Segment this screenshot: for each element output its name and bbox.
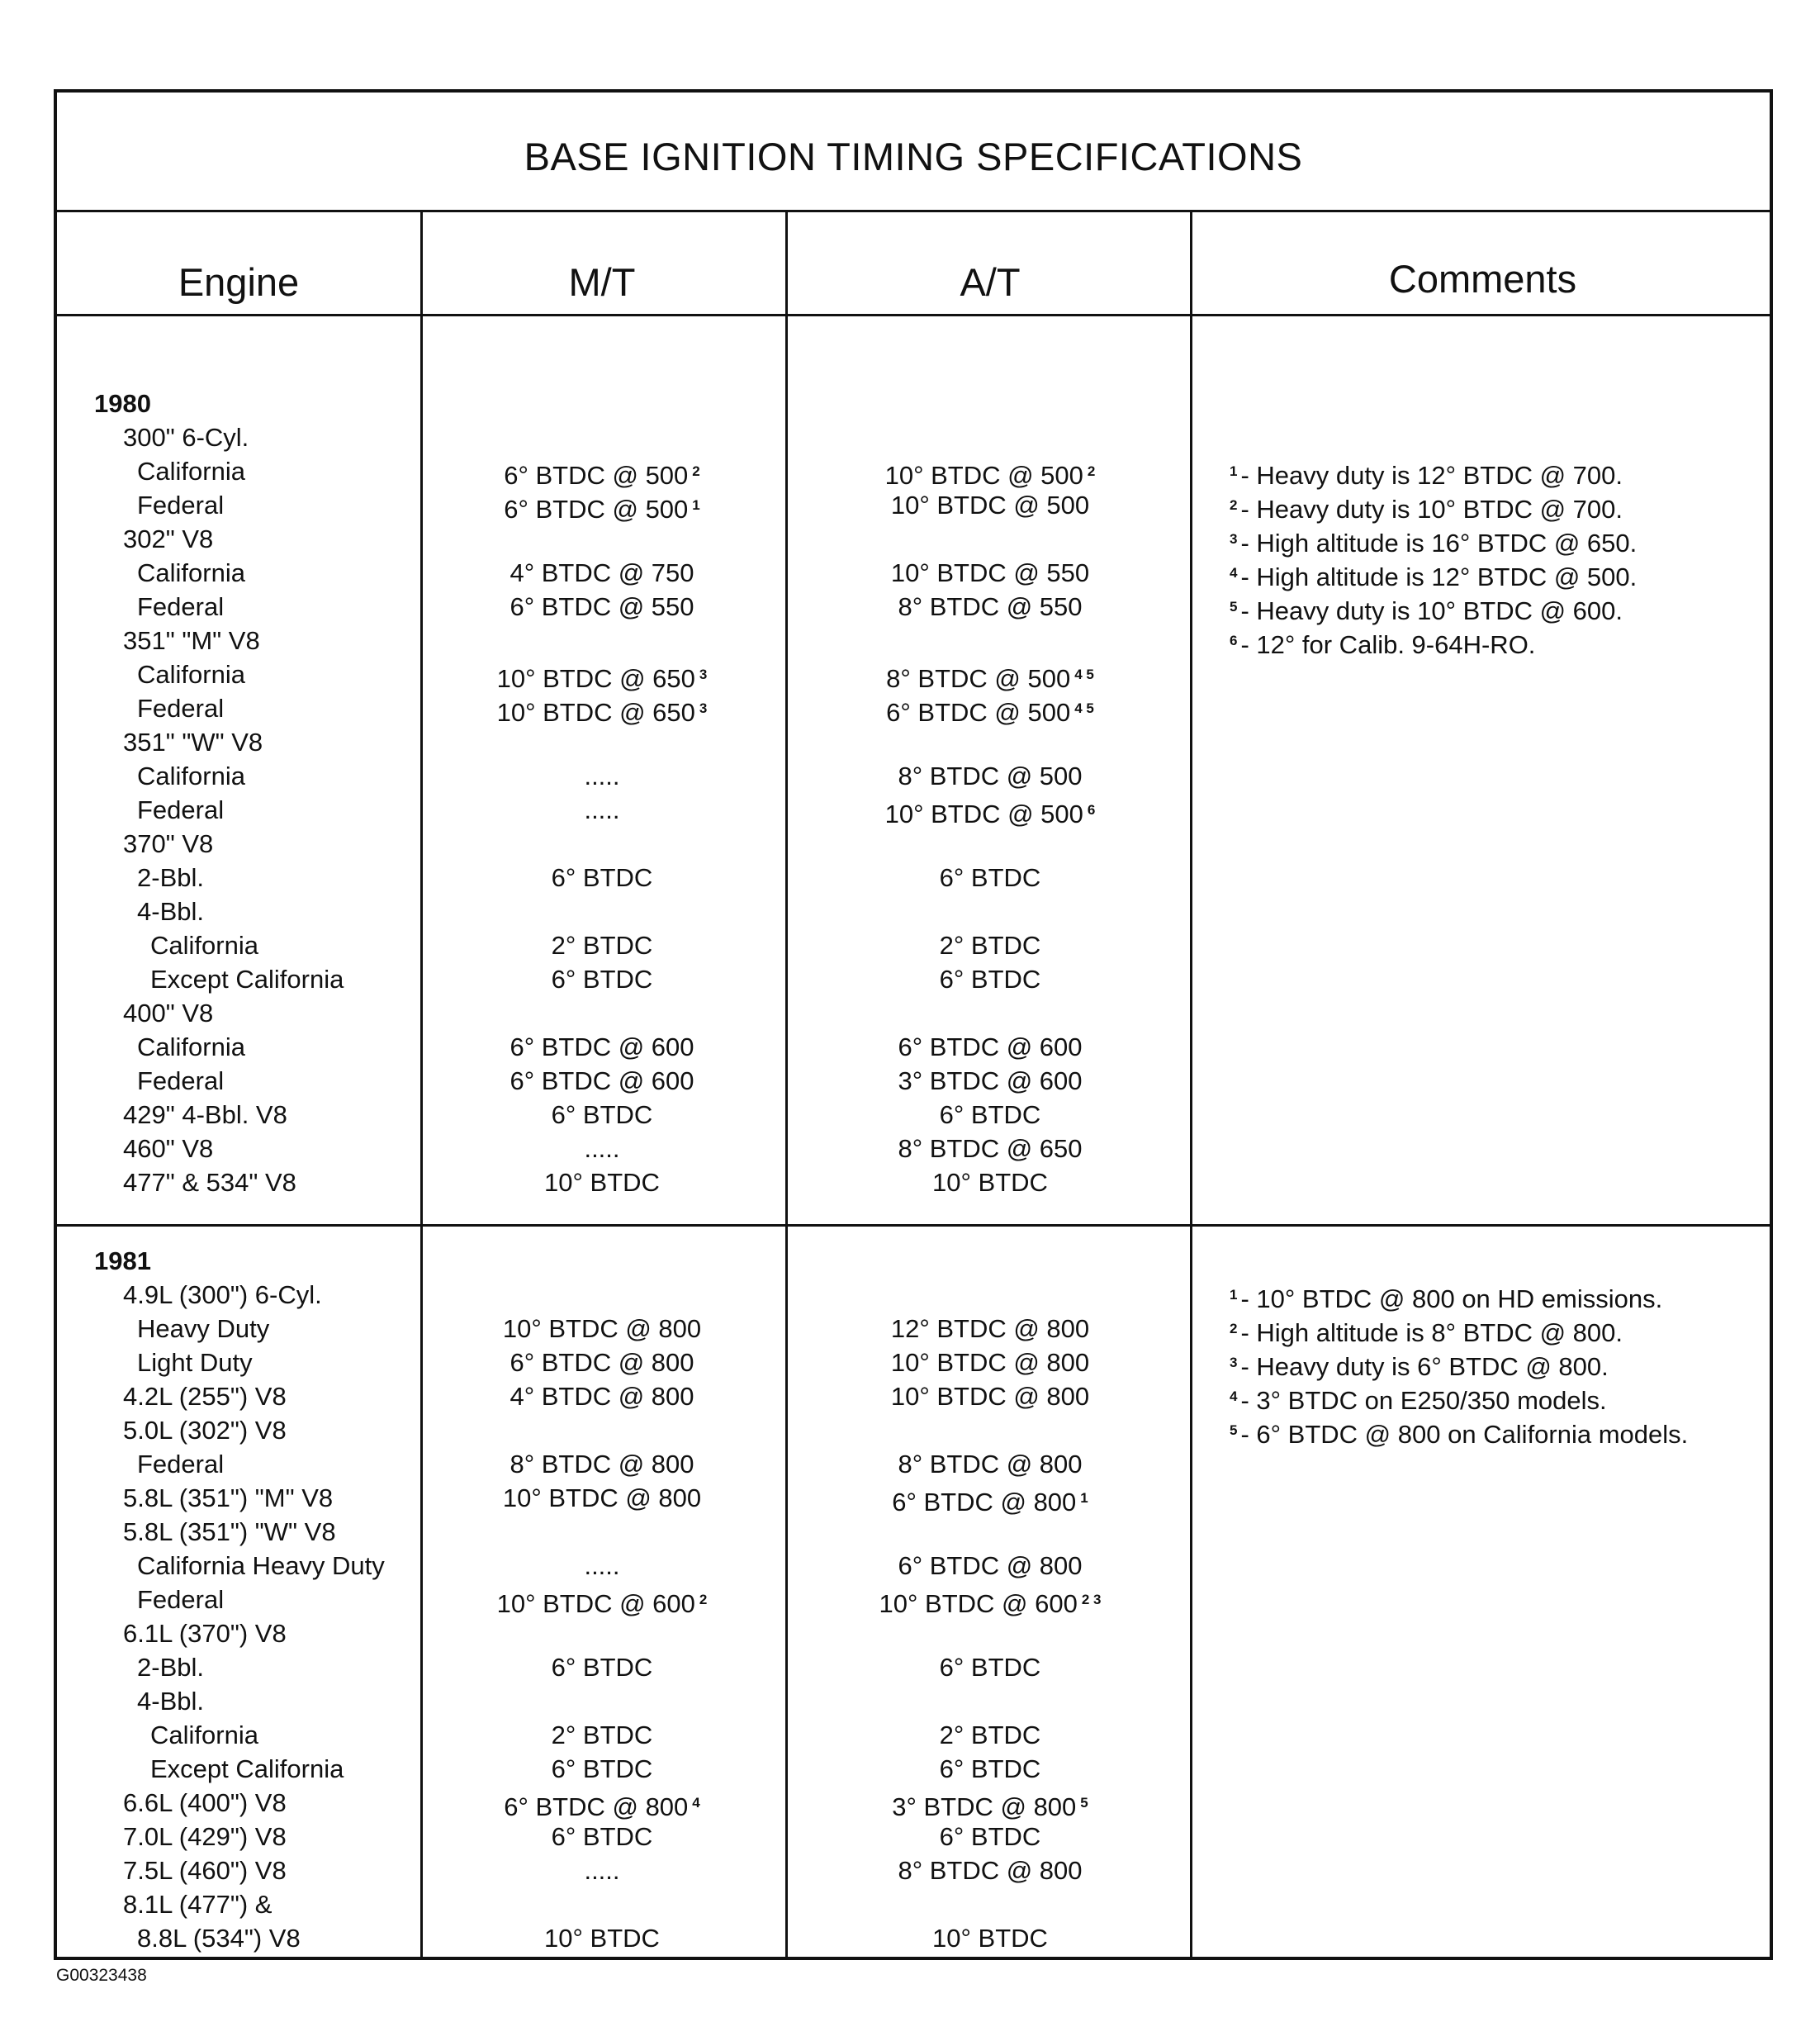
comment-note xyxy=(1230,488,1623,522)
engine-cell: Federal xyxy=(137,491,225,520)
mt-cell xyxy=(420,759,784,793)
mt-cell xyxy=(420,1481,784,1515)
engine-cell: California xyxy=(150,931,258,960)
at-cell-value: 10° BTDC @ 800 xyxy=(890,1382,1090,1411)
at-cell-value: 6° BTDC @ 800 xyxy=(892,1488,1077,1517)
at-cell-value: 8° BTDC @ 500 xyxy=(886,664,1071,693)
engine-cell: 6.6L (400") V8 xyxy=(123,1788,287,1817)
mt-cell xyxy=(420,1098,784,1132)
engine-cell: 8.8L (534") V8 xyxy=(137,1924,301,1953)
mt-cell xyxy=(420,488,784,522)
engine-cell: 429" 4-Bbl. V8 xyxy=(123,1100,287,1129)
at-cell xyxy=(788,861,1192,895)
at-cell xyxy=(788,928,1192,962)
footnote-ref: 2 3 xyxy=(1081,1592,1102,1607)
engine-cell: California Heavy Duty xyxy=(137,1551,385,1580)
footnote-ref: 3 xyxy=(699,667,708,682)
mt-cell xyxy=(420,1650,784,1684)
mt-cell-value: ..... xyxy=(584,1551,620,1580)
mt-cell-value: 6° BTDC xyxy=(551,863,653,892)
comment-note xyxy=(1230,1312,1623,1346)
footnote-ref: 4 5 xyxy=(1074,667,1094,682)
mt-cell-value: 6° BTDC xyxy=(551,1653,653,1682)
mt-cell-value: 6° BTDC xyxy=(551,1754,653,1783)
column-header-engine: Engine xyxy=(178,260,300,304)
at-cell-value: 6° BTDC @ 600 xyxy=(898,1032,1083,1061)
engine-cell: Federal xyxy=(137,1585,225,1614)
at-cell-value: 8° BTDC @ 800 xyxy=(898,1856,1083,1885)
mt-cell xyxy=(420,1583,784,1616)
footnote-number: 2 xyxy=(1230,1321,1238,1336)
at-cell-value: 3° BTDC @ 800 xyxy=(892,1792,1077,1821)
at-cell-value: 10° BTDC @ 500 xyxy=(884,800,1083,828)
footnote-ref: 4 5 xyxy=(1074,700,1094,716)
footnote-ref: 1 xyxy=(692,497,700,513)
mt-cell-value: 6° BTDC xyxy=(551,1100,653,1129)
mt-cell-value: 10° BTDC xyxy=(544,1924,660,1953)
footnote-ref: 2 xyxy=(699,1592,708,1607)
mt-cell-value: 6° BTDC xyxy=(551,1822,653,1851)
mt-cell-value: ..... xyxy=(584,1856,620,1885)
comment-note xyxy=(1230,1379,1607,1413)
mt-cell xyxy=(420,1030,784,1064)
engine-cell: California xyxy=(137,457,245,486)
engine-cell: Federal xyxy=(137,592,225,621)
engine-cell: Federal xyxy=(137,1450,225,1479)
at-cell xyxy=(788,1549,1192,1583)
engine-cell: Federal xyxy=(137,694,225,723)
at-cell xyxy=(788,793,1192,827)
comment-text: - 12° for Calib. 9-64H-RO. xyxy=(1240,630,1536,659)
comment-text: - 3° BTDC on E250/350 models. xyxy=(1240,1386,1607,1415)
at-cell-value: 3° BTDC @ 600 xyxy=(898,1066,1083,1095)
engine-cell: 2-Bbl. xyxy=(137,863,204,892)
footnote-number: 4 xyxy=(1230,1388,1238,1404)
footnote-number: 3 xyxy=(1230,531,1238,547)
engine-cell: Except California xyxy=(150,1754,344,1783)
at-cell-value: 6° BTDC @ 500 xyxy=(886,698,1071,727)
comment-text: - High altitude is 16° BTDC @ 650. xyxy=(1240,529,1638,558)
comment-note xyxy=(1230,1346,1609,1379)
mt-cell-value: 6° BTDC @ 800 xyxy=(510,1348,694,1377)
at-cell-value: 6° BTDC @ 800 xyxy=(898,1551,1083,1580)
at-cell xyxy=(788,1718,1192,1752)
mt-cell xyxy=(420,962,784,996)
at-cell xyxy=(788,1786,1192,1820)
at-cell-value: 6° BTDC xyxy=(939,1822,1041,1851)
at-cell-value: 8° BTDC @ 650 xyxy=(898,1134,1083,1163)
engine-cell: 2-Bbl. xyxy=(137,1653,204,1682)
comment-text: - Heavy duty is 10° BTDC @ 600. xyxy=(1240,596,1623,625)
mt-cell-value: 10° BTDC xyxy=(544,1168,660,1197)
footnote-ref: 2 xyxy=(692,463,700,479)
engine-cell: 400" V8 xyxy=(123,999,214,1028)
engine-cell: Heavy Duty xyxy=(137,1314,270,1343)
mt-cell xyxy=(420,1165,784,1199)
at-cell-value: 2° BTDC xyxy=(939,931,1041,960)
engine-cell: 4.9L (300") 6-Cyl. xyxy=(123,1280,322,1309)
engine-cell: California xyxy=(137,558,245,587)
footnote-number: 1 xyxy=(1230,1287,1238,1303)
mt-cell-value: 6° BTDC xyxy=(551,965,653,994)
mt-cell xyxy=(420,928,784,962)
mt-cell xyxy=(420,1132,784,1165)
engine-cell: 302" V8 xyxy=(123,524,214,553)
comment-text: - High altitude is 12° BTDC @ 500. xyxy=(1240,562,1638,591)
engine-cell: California xyxy=(137,1032,245,1061)
footnote-ref: 4 xyxy=(692,1795,700,1811)
column-header-mt: M/T xyxy=(568,260,636,304)
mt-cell-value: 6° BTDC @ 800 xyxy=(504,1792,689,1821)
comment-note xyxy=(1230,556,1637,590)
engine-cell: 4.2L (255") V8 xyxy=(123,1382,287,1411)
at-cell xyxy=(788,1165,1192,1199)
mt-cell xyxy=(420,1786,784,1820)
at-cell-value: 10° BTDC @ 600 xyxy=(879,1589,1078,1618)
engine-cell: Federal xyxy=(137,1066,225,1095)
mt-cell-value: 10° BTDC @ 650 xyxy=(496,698,695,727)
at-cell-value: 10° BTDC @ 550 xyxy=(890,558,1090,587)
at-cell-value: 10° BTDC @ 500 xyxy=(890,491,1090,520)
mt-cell xyxy=(420,1549,784,1583)
at-cell-value: 12° BTDC @ 800 xyxy=(890,1314,1090,1343)
footnote-ref: 6 xyxy=(1087,802,1096,818)
mt-cell xyxy=(420,1346,784,1379)
at-cell xyxy=(788,1481,1192,1515)
at-cell xyxy=(788,1064,1192,1098)
at-cell-value: 6° BTDC xyxy=(939,1100,1041,1129)
at-cell xyxy=(788,590,1192,624)
comment-text: - 10° BTDC @ 800 on HD emissions. xyxy=(1240,1284,1663,1313)
engine-cell: 7.5L (460") V8 xyxy=(123,1856,287,1885)
at-cell xyxy=(788,1312,1192,1346)
mt-cell xyxy=(420,1312,784,1346)
section-divider xyxy=(57,1224,1770,1227)
footnote-ref: 5 xyxy=(1080,1795,1088,1811)
comment-text: - Heavy duty is 12° BTDC @ 700. xyxy=(1240,461,1623,490)
at-cell xyxy=(788,759,1192,793)
engine-cell: California xyxy=(137,762,245,790)
mt-cell-value: 10° BTDC @ 600 xyxy=(496,1589,695,1618)
mt-cell-value: 6° BTDC @ 600 xyxy=(510,1032,694,1061)
mt-cell xyxy=(420,1820,784,1854)
column-header-comments: Comments xyxy=(1388,257,1577,301)
at-cell-value: 8° BTDC @ 550 xyxy=(898,592,1083,621)
mt-cell xyxy=(420,590,784,624)
engine-cell: 351" "W" V8 xyxy=(123,728,263,757)
mt-cell-value: 4° BTDC @ 800 xyxy=(510,1382,694,1411)
year-label: 1981 xyxy=(94,1246,151,1275)
footnote-number: 6 xyxy=(1230,633,1238,648)
at-cell xyxy=(788,657,1192,691)
engine-cell: 370" V8 xyxy=(123,829,214,858)
mt-cell-value: 8° BTDC @ 800 xyxy=(510,1450,694,1479)
footnote-ref: 1 xyxy=(1080,1490,1088,1506)
mt-cell xyxy=(420,1718,784,1752)
footnote-number: 1 xyxy=(1230,463,1238,479)
engine-cell: 4-Bbl. xyxy=(137,897,204,926)
footnote-number: 3 xyxy=(1230,1355,1238,1370)
mt-cell xyxy=(420,861,784,895)
at-cell xyxy=(788,1030,1192,1064)
footnote-number: 5 xyxy=(1230,1422,1238,1438)
mt-cell-value: 6° BTDC @ 500 xyxy=(504,461,689,490)
mt-cell-value: 10° BTDC @ 800 xyxy=(502,1314,702,1343)
engine-cell: 477" & 534" V8 xyxy=(123,1168,296,1197)
at-cell-value: 6° BTDC xyxy=(939,1653,1041,1682)
at-cell-value: 8° BTDC @ 800 xyxy=(898,1450,1083,1479)
comment-note xyxy=(1230,522,1637,556)
at-cell-value: 10° BTDC @ 500 xyxy=(884,461,1083,490)
engine-cell: California xyxy=(150,1721,258,1749)
mt-cell-value: 2° BTDC xyxy=(551,1721,653,1749)
engine-cell: 300" 6-Cyl. xyxy=(123,423,249,452)
page-title: BASE IGNITION TIMING SPECIFICATIONS xyxy=(524,135,1303,178)
engine-cell: Except California xyxy=(150,965,344,994)
comment-note xyxy=(1230,1413,1688,1447)
at-cell xyxy=(788,1854,1192,1887)
at-cell-value: 6° BTDC xyxy=(939,965,1041,994)
mt-cell-value: 6° BTDC @ 550 xyxy=(510,592,694,621)
mt-cell-value: ..... xyxy=(584,1134,620,1163)
at-cell xyxy=(788,1098,1192,1132)
comment-text: - High altitude is 8° BTDC @ 800. xyxy=(1240,1318,1623,1347)
timing-spec-table xyxy=(54,89,1773,1960)
comment-note xyxy=(1230,590,1623,624)
engine-cell: 7.0L (429") V8 xyxy=(123,1822,287,1851)
title-divider xyxy=(57,210,1770,212)
at-cell-value: 10° BTDC xyxy=(932,1168,1048,1197)
mt-cell xyxy=(420,793,784,827)
at-cell xyxy=(788,962,1192,996)
footnote-ref: 3 xyxy=(699,700,708,716)
mt-cell-value: 6° BTDC @ 600 xyxy=(510,1066,694,1095)
engine-cell: 5.0L (302") V8 xyxy=(123,1416,287,1445)
at-cell xyxy=(788,1752,1192,1786)
at-cell-value: 6° BTDC xyxy=(939,1754,1041,1783)
at-cell xyxy=(788,1379,1192,1413)
at-cell-value: 8° BTDC @ 500 xyxy=(898,762,1083,790)
engine-cell: California xyxy=(137,660,245,689)
column-header-at: A/T xyxy=(960,260,1021,304)
engine-cell: 351" "M" V8 xyxy=(123,626,260,655)
mt-cell xyxy=(420,1379,784,1413)
at-cell-value: 6° BTDC xyxy=(939,863,1041,892)
mt-cell-value: 6° BTDC @ 500 xyxy=(504,495,689,524)
comment-note xyxy=(1230,454,1623,488)
comment-text: - 6° BTDC @ 800 on California models. xyxy=(1240,1420,1689,1449)
at-cell xyxy=(788,454,1192,488)
mt-cell-value: ..... xyxy=(584,762,620,790)
mt-cell-value: 4° BTDC @ 750 xyxy=(510,558,694,587)
mt-cell xyxy=(420,1854,784,1887)
year-label: 1980 xyxy=(94,389,151,418)
footnote-ref: 2 xyxy=(1087,463,1096,479)
at-cell-value: 10° BTDC @ 800 xyxy=(890,1348,1090,1377)
at-cell xyxy=(788,691,1192,725)
footnote-number: 4 xyxy=(1230,565,1238,581)
mt-cell xyxy=(420,1921,784,1955)
document-id: G00323438 xyxy=(56,1966,147,1985)
engine-cell: Light Duty xyxy=(137,1348,253,1377)
at-cell-value: 2° BTDC xyxy=(939,1721,1041,1749)
comment-text: - Heavy duty is 10° BTDC @ 700. xyxy=(1240,495,1623,524)
at-cell xyxy=(788,1447,1192,1481)
engine-cell: 8.1L (477") & xyxy=(123,1890,273,1919)
at-cell xyxy=(788,1346,1192,1379)
mt-cell xyxy=(420,1447,784,1481)
at-cell xyxy=(788,1583,1192,1616)
mt-cell xyxy=(420,454,784,488)
mt-cell xyxy=(420,556,784,590)
engine-cell: 5.8L (351") "M" V8 xyxy=(123,1483,334,1512)
engine-cell: Federal xyxy=(137,795,225,824)
header-divider xyxy=(57,314,1770,316)
comment-note xyxy=(1230,624,1535,657)
at-cell xyxy=(788,1921,1192,1955)
mt-cell xyxy=(420,1064,784,1098)
at-cell xyxy=(788,556,1192,590)
engine-cell: 5.8L (351") "W" V8 xyxy=(123,1517,336,1546)
mt-cell xyxy=(420,657,784,691)
footnote-number: 5 xyxy=(1230,599,1238,615)
mt-cell-value: 10° BTDC @ 800 xyxy=(502,1483,702,1512)
mt-cell-value: 2° BTDC xyxy=(551,931,653,960)
comment-note xyxy=(1230,1278,1662,1312)
engine-cell: 4-Bbl. xyxy=(137,1687,204,1716)
mt-cell xyxy=(420,691,784,725)
at-cell xyxy=(788,488,1192,522)
engine-cell: 6.1L (370") V8 xyxy=(123,1619,287,1648)
at-cell xyxy=(788,1820,1192,1854)
mt-cell xyxy=(420,1752,784,1786)
mt-cell-value: ..... xyxy=(584,795,620,824)
mt-cell-value: 10° BTDC @ 650 xyxy=(496,664,695,693)
comment-text: - Heavy duty is 6° BTDC @ 800. xyxy=(1240,1352,1609,1381)
footnote-number: 2 xyxy=(1230,497,1238,513)
engine-cell: 460" V8 xyxy=(123,1134,214,1163)
at-cell-value: 10° BTDC xyxy=(932,1924,1048,1953)
at-cell xyxy=(788,1650,1192,1684)
at-cell xyxy=(788,1132,1192,1165)
